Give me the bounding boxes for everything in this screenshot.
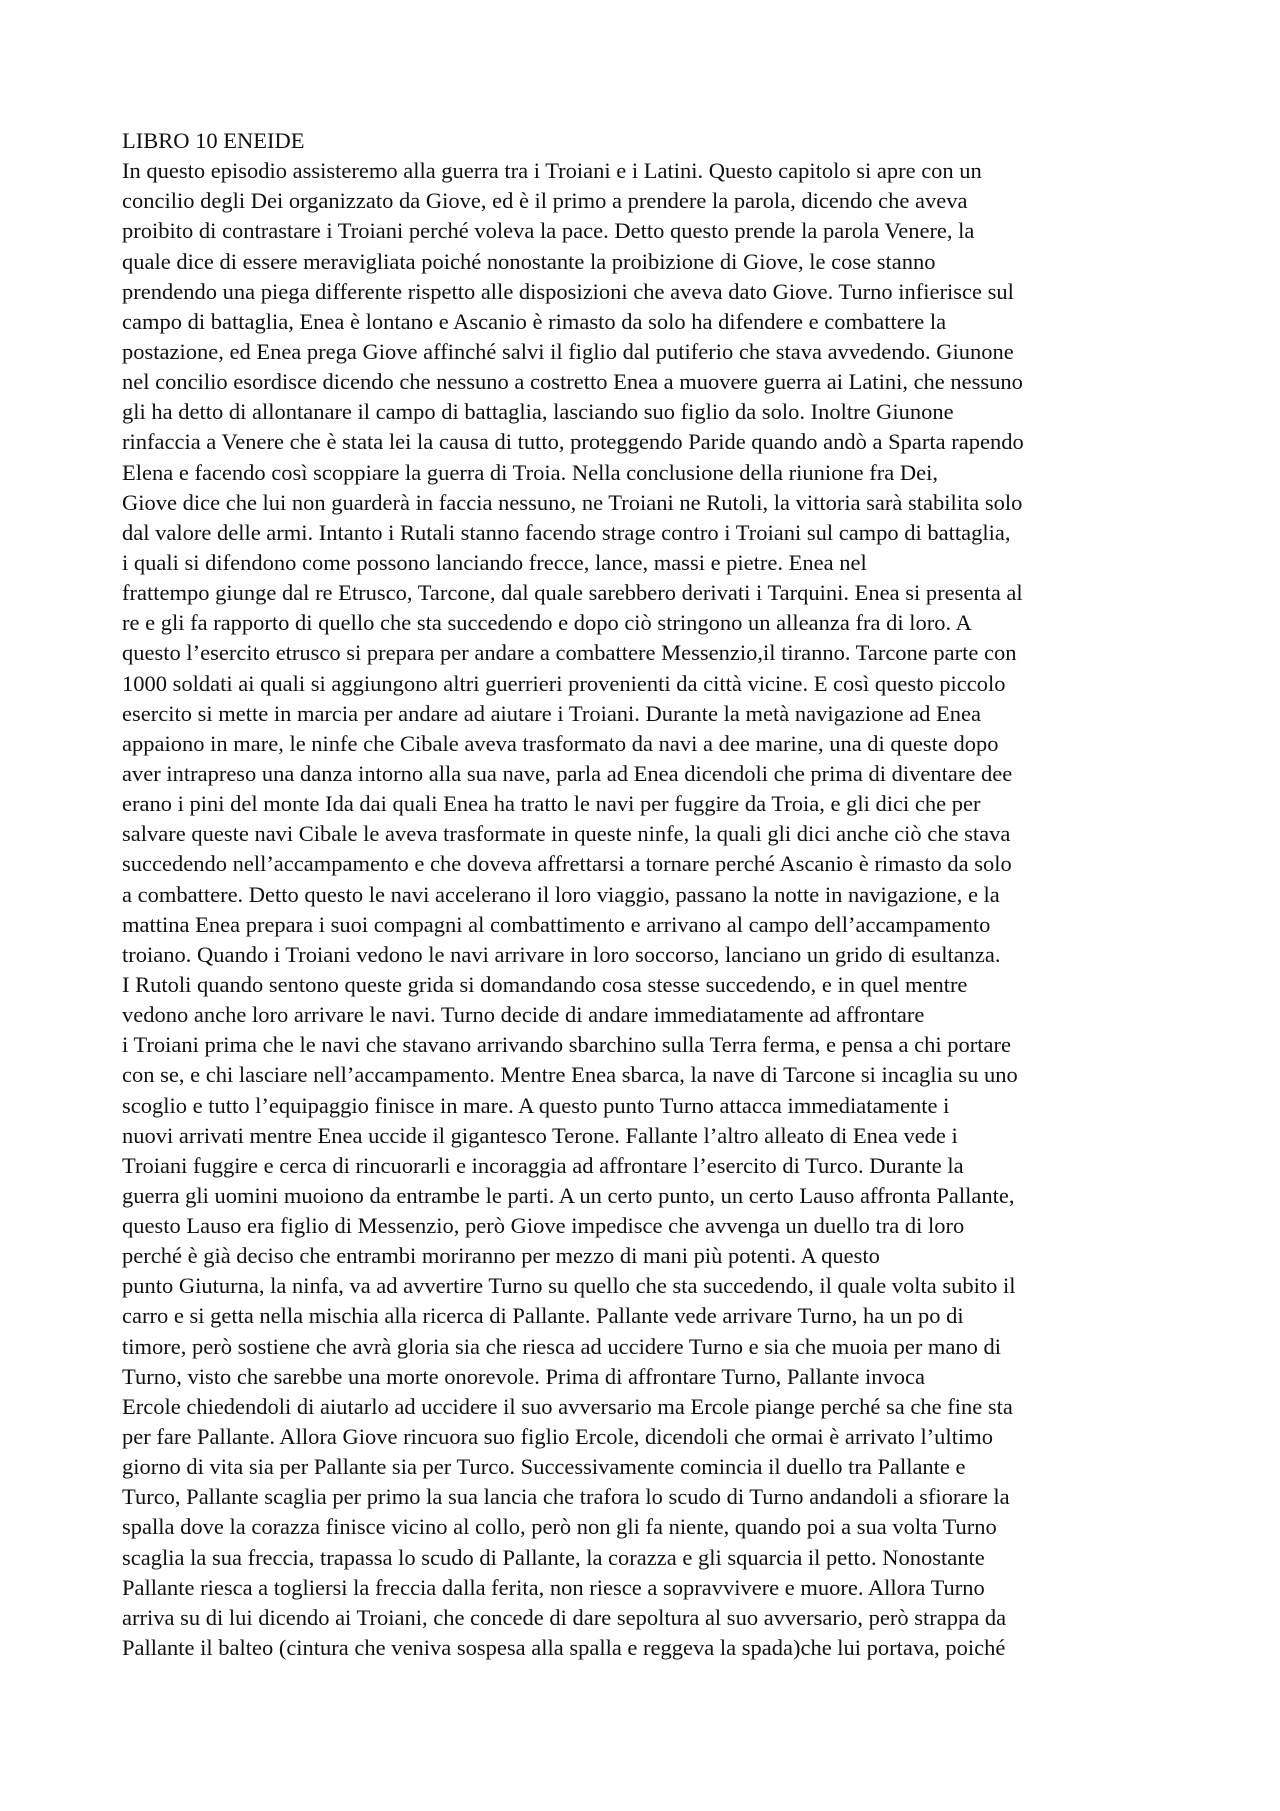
text-line: gli ha detto di allontanare il campo di battaglia, lasciando suo figlio da solo. Inoltre Giunone — [122, 399, 954, 425]
text-line: succedendo nell’accampamento e che doveva affrettarsi a tornare perché Ascanio è rimasto da solo — [122, 851, 1012, 877]
text-line: nel concilio esordisce dicendo che nessuno a costretto Enea a muovere guerra ai Latini, che nessuno — [122, 369, 1023, 395]
text-line: Elena e facendo così scoppiare la guerra di Troia. Nella conclusione della riunione fra Dei, — [122, 459, 938, 485]
text-line: re e gli fa rapporto di quello che sta succedendo e dopo ciò stringono un alleanza fra di loro. A — [122, 610, 972, 636]
text-line: timore, però sostiene che avrà gloria sia che riesca ad uccidere Turno e sia che muoia per mano di — [122, 1333, 1002, 1359]
text-line: giorno di vita sia per Pallante sia per Turco. Successivamente comincia il duello tra Pallante e — [122, 1454, 966, 1480]
text-line: troiano. Quando i Troiani vedono le navi arrivare in loro soccorso, lanciano un grido di esultanza. — [122, 941, 1001, 967]
text-line: i Troiani prima che le navi che stavano arrivando sbarchino sulla Terra ferma, e pensa a chi portare — [122, 1032, 1011, 1058]
document-page — [122, 126, 1162, 1663]
text-line: salvare queste navi Cibale le aveva trasformate in queste ninfe, la quali gli dici anche ciò che stava — [122, 821, 1011, 847]
text-line: Pallante riesca a togliersi la freccia dalla ferita, non riesce a sopravvivere e muore. Allora Turno — [122, 1574, 985, 1600]
text-line: guerra gli uomini muoiono da entrambe le parti. A un certo punto, un certo Lauso affronta Pallante, — [122, 1182, 1015, 1208]
text-line: carro e si getta nella mischia alla ricerca di Pallante. Pallante vede arrivare Turno, ha un po di — [122, 1303, 964, 1329]
text-line: concilio degli Dei organizzato da Giove, ed è il primo a prendere la parola, dicendo che aveva — [122, 188, 968, 214]
text-line: con se, e chi lasciare nell’accampamento. Mentre Enea sbarca, la nave di Tarcone si incaglia su uno — [122, 1062, 1018, 1088]
text-line: In questo episodio assisteremo alla guerra tra i Troiani e i Latini. Questo capitolo si apre con un — [122, 158, 982, 184]
text-line: perché è già deciso che entrambi moriranno per mezzo di mani più potenti. A questo — [122, 1243, 880, 1269]
text-line: campo di battaglia, Enea è lontano e Ascanio è rimasto da solo ha difendere e combattere la — [122, 308, 947, 334]
text-line: Giove dice che lui non guarderà in faccia nessuno, ne Troiani ne Rutoli, la vittoria sarà stabilita solo — [122, 489, 1023, 515]
text-line: per fare Pallante. Allora Giove rincuora suo figlio Ercole, dicendoli che ormai è arrivato l’ultimo — [122, 1424, 993, 1450]
text-line: Troiani fuggire e cerca di rincuorarli e incoraggia ad affrontare l’esercito di Turco. Durante la — [122, 1152, 964, 1178]
text-line: aver intrapreso una danza intorno alla sua nave, parla ad Enea dicendoli che prima di diventare dee — [122, 760, 1013, 786]
text-line: appaiono in mare, le ninfe che Cibale aveva trasformato da navi a dee marine, una di queste dopo — [122, 730, 999, 756]
text-line: proibito di contrastare i Troiani perché voleva la pace. Detto questo prende la parola Venere, la — [122, 218, 975, 244]
text-line: 1000 soldati ai quali si aggiungono altri guerrieri provenienti da città vicine. E così questo piccolo — [122, 670, 1006, 696]
text-line: esercito si mette in marcia per andare ad aiutare i Troiani. Durante la metà navigazione ad Enea — [122, 700, 982, 726]
text-line: erano i pini del monte Ida dai quali Enea ha tratto le navi per fuggire da Troia, e gli dici che per — [122, 791, 981, 817]
text-line: questo Lauso era figlio di Messenzio, però Giove impedisce che avvenga un duello tra di loro — [122, 1213, 965, 1239]
text-line: scaglia la sua freccia, trapassa lo scudo di Pallante, la corazza e gli squarcia il petto. Nonostante — [122, 1544, 985, 1570]
text-line: nuovi arrivati mentre Enea uccide il gigantesco Terone. Fallante l’altro alleato di Enea vede i — [122, 1122, 958, 1148]
text-line: spalla dove la corazza finisce vicino al collo, però non gli fa niente, quando poi a sua volta Turno — [122, 1514, 997, 1540]
text-line: arriva su di lui dicendo ai Troiani, che concede di dare sepoltura al suo avversario, però strappa da — [122, 1604, 1007, 1630]
document-title: LIBRO 10 ENEIDE — [122, 128, 305, 153]
text-line: Turco, Pallante scaglia per primo la sua lancia che trafora lo scudo di Turno andandoli a sfiorare la — [122, 1484, 1010, 1510]
text-line: questo l’esercito etrusco si prepara per andare a combattere Messenzio,il tiranno. Tarcone parte con — [122, 640, 1017, 666]
text-line: Pallante il balteo (cintura che veniva sospesa alla spalla e reggeva la spada)che lui portava, poiché — [122, 1635, 1006, 1661]
text-line: postazione, ed Enea prega Giove affinché salvi il figlio dal putiferio che stava avvedendo. Giunone — [122, 338, 1014, 364]
text-line: quale dice di essere meravigliata poiché nonostante la proibizione di Giove, le cose stanno — [122, 248, 936, 274]
text-line: frattempo giunge dal re Etrusco, Tarcone, dal quale sarebbero derivati i Tarquini. Enea si presenta al — [122, 580, 1023, 606]
text-line: vedono anche loro arrivare le navi. Turno decide di andare immediatamente ad affrontare — [122, 1002, 925, 1028]
text-line: scoglio e tutto l’equipaggio finisce in mare. A questo punto Turno attacca immediatamente i — [122, 1092, 950, 1118]
text-line: rinfaccia a Venere che è stata lei la causa di tutto, proteggendo Paride quando andò a Sparta rapendo — [122, 429, 1024, 455]
text-line: a combattere. Detto questo le navi accelerano il loro viaggio, passano la notte in navigazione, e la — [122, 881, 1000, 907]
text-line: dal valore delle armi. Intanto i Rutali stanno facendo strage contro i Troiani sul campo di battaglia, — [122, 519, 1011, 545]
text-line: i quali si difendono come possono lanciando frecce, lance, massi e pietre. Enea nel — [122, 549, 867, 575]
text-line: punto Giuturna, la ninfa, va ad avvertire Turno su quello che sta succedendo, il quale volta subito il — [122, 1273, 1016, 1299]
text-line: Ercole chiedendoli di aiutarlo ad uccidere il suo avversario ma Ercole piange perché sa che fine sta — [122, 1393, 1013, 1419]
text-line: mattina Enea prepara i suoi compagni al combattimento e arrivano al campo dell’accampamento — [122, 911, 991, 937]
text-line: Turno, visto che sarebbe una morte onorevole. Prima di affrontare Turno, Pallante invoca — [122, 1363, 925, 1389]
text-line: I Rutoli quando sentono queste grida si domandando cosa stesse succedendo, e in quel mentre — [122, 971, 968, 997]
text-line: prendendo una piega differente rispetto alle disposizioni che aveva dato Giove. Turno infierisce sul — [122, 278, 1014, 304]
